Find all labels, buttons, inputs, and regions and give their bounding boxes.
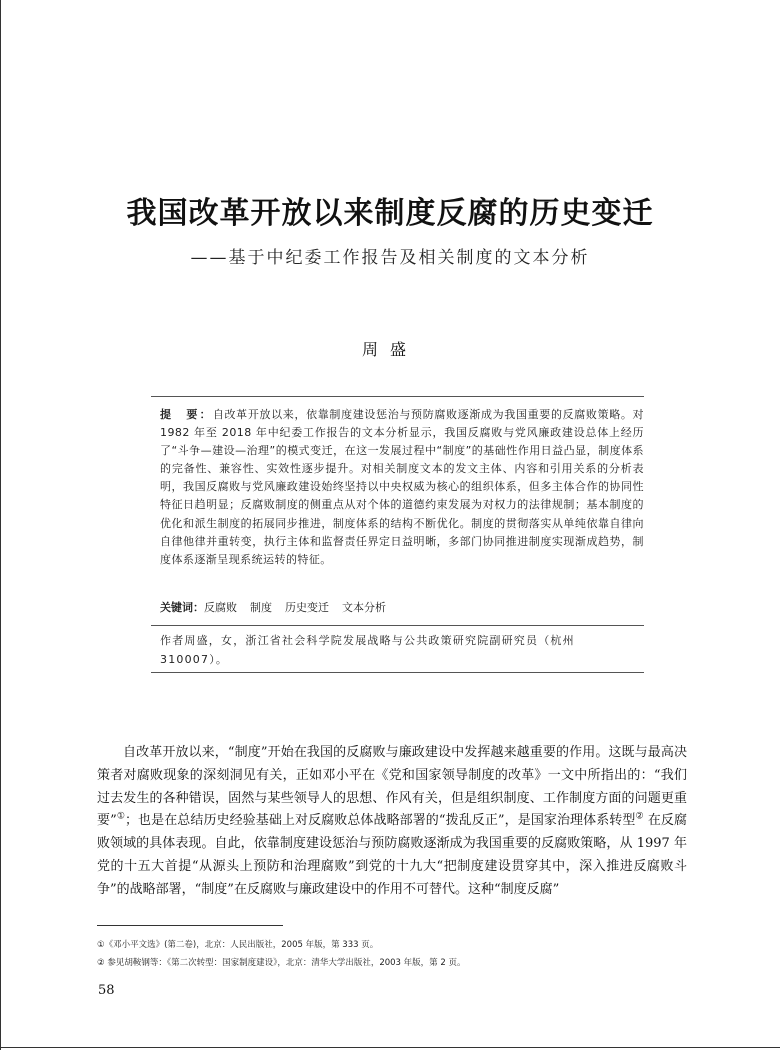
abstract-text: 自改革开放以来，依靠制度建设惩治与预防腐败逐渐成为我国重要的反腐败策略。对 1982 年至 2018 年中纪委工作报告的文本分析显示，我国反腐败与党风廉政建设总体上经历了“斗争—建设—治理”的模式变迁，在这一发展过程中“制度”的基础性作用日益凸显，制度体系的完备性、兼容性、实效性逐步提升。对相关制度文本的发文主体、内容和引用关系的分析表明，我国反腐败与党风廉政建设始终坚持以中央权威为核心的组织体系，但多主体合作的协同性特征日趋明显；反腐败制度的侧重点从对个体的道德约束发展为对权力的法律规制；基本制度的优化和派生制度的拓展同步推进，制度体系的结构不断优化。制度的贯彻落实从单纯依靠自律向自律他律并重转变，执行主体和监督责任界定日益明晰，多部门协同推进制度实现渐成趋势，制度体系逐渐呈现系统运转的特征。 <box>160 408 645 566</box>
article-title: 我国改革开放以来制度反腐的历史变迁 <box>126 196 654 231</box>
body-text-seg3: 在反腐败领域的具体表现。自此，依靠制度建设惩治与预防腐败逐渐成为我国重要的反腐败策略，从 1997 年党的十五大首提“从源头上预防和治理腐败”到党的十九大“把制度建设贯穿其中，深入推进反腐败斗争”的战略部署，“制度”在反腐败与廉政建设中的作用不可替代。这种“制度反腐” <box>97 813 687 897</box>
author-name: 周盛 <box>361 340 418 359</box>
footnote-ref-2[interactable]: ② <box>635 812 644 823</box>
footnote-2: ② 参见胡鞍钢等：《第二次转型：国家制度建设》，北京：清华大学出版社，2003 年版，第 2 页。 <box>97 958 466 968</box>
body-text-seg2: ；也是在总结历史经验基础上对反腐败总体战略部署的“拨乱反正”，是国家治理体系转型 <box>124 813 636 829</box>
keyword: 历史变迁 <box>285 601 329 614</box>
body-paragraph <box>97 742 687 902</box>
keywords <box>160 599 644 615</box>
page-border-bottom <box>0 1047 780 1048</box>
abstract-top-rule <box>151 396 644 397</box>
author-info-bottom-rule <box>151 672 644 673</box>
footnote-rule <box>97 925 283 926</box>
author-info-top-rule <box>151 625 644 626</box>
abstract-label: 提 要： <box>160 408 213 421</box>
page-border-left <box>0 0 1 1050</box>
abstract <box>160 406 644 569</box>
article-subtitle: ——基于中纪委工作报告及相关制度的文本分析 <box>190 248 590 268</box>
keywords-label: 关键词： <box>160 601 204 614</box>
footnotes <box>97 936 657 972</box>
body-text-seg1: 自改革开放以来，“制度”开始在我国的反腐败与廉政建设中发挥越来越重要的作用。这既与最高决策者对腐败现象的深刻洞见有关，正如邓小平在《党和国家领导制度的改革》一文中所指出的：“我们过去发生的各种错误，固然与某些领导人的思想、作风有关，但是组织制度、工作制度方面的问题更重要” <box>97 745 687 829</box>
footnote-ref-1[interactable]: ① <box>116 812 125 823</box>
keyword: 制度 <box>250 601 272 614</box>
page-number: 58 <box>98 983 115 998</box>
keyword: 文本分析 <box>342 601 386 614</box>
footnote-1: ①《邓小平文选》(第二卷)，北京：人民出版社，2005 年版，第 333 页。 <box>97 940 379 950</box>
author-info: 作者周盛，女，浙江省社会科学院发展战略与公共政策研究院副研究员（杭州 310007）。 <box>160 634 575 666</box>
keyword: 反腐败 <box>204 601 237 614</box>
